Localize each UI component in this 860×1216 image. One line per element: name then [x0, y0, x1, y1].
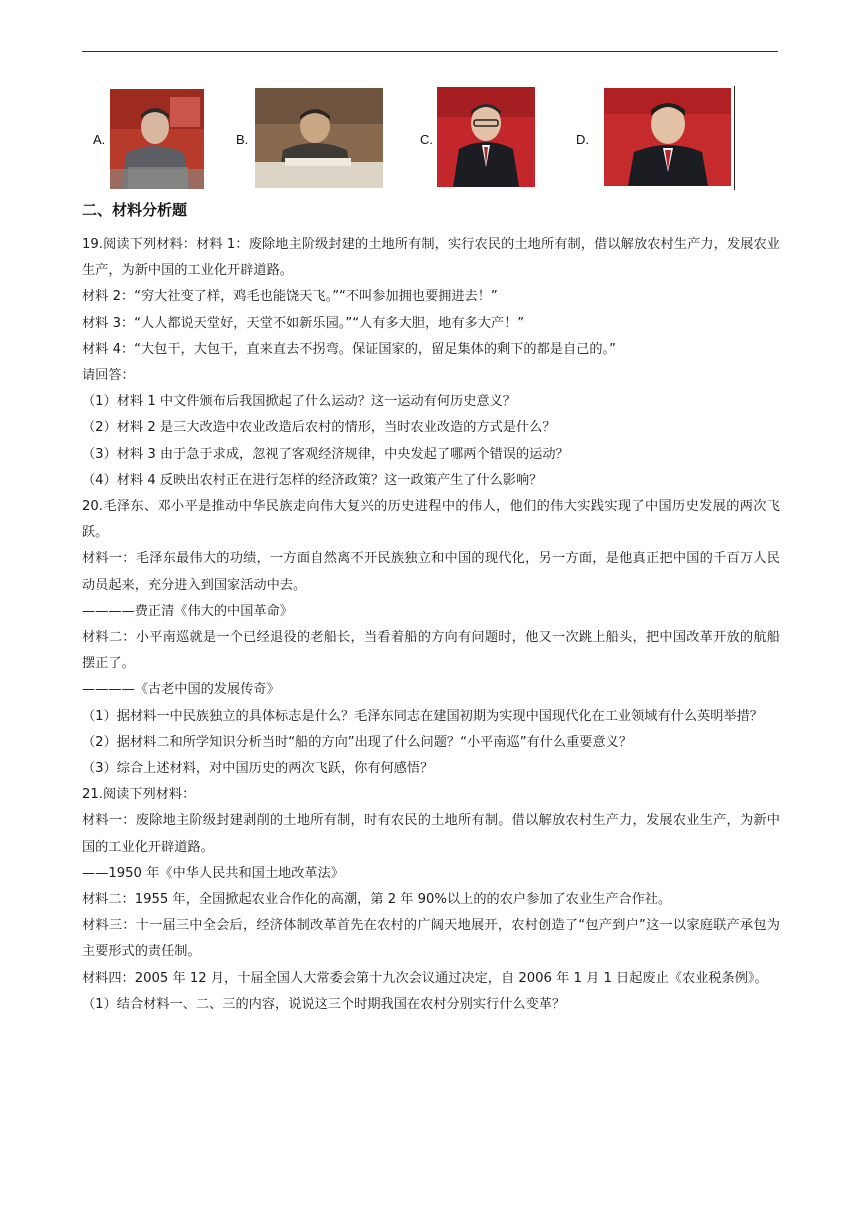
portrait-photo-hu — [604, 88, 731, 186]
q19-material-2: 材料 2：“穷大社变了样，鸡毛也能饶天飞。”“不叫参加拥也要拥进去！” — [82, 289, 498, 305]
q20-material-1: 材料一：毛泽东最伟大的功绩，一方面自然离不开民族独立和中国的现代化，另一方面，是他真正把中国的千百万人民动员起来，充分进入到国家活动中去。 — [82, 551, 780, 593]
q21-material-1: 材料一：废除地主阶级封建剥削的土地所有制，时有农民的土地所有制。借以解放农村生产力，发展农业生产，为新中国的工业化开辟道路。 — [82, 813, 780, 855]
q21-sub-1: （1）结合材料一、二、三的内容，说说这三个时期我国在农村分别实行什么变革？ — [82, 996, 566, 1012]
q20-sub-1: （1）据材料一中民族独立的具体标志是什么？毛泽东同志在建国初期为实现中国现代化在工业领域有什么英明举措？ — [82, 708, 763, 724]
q19-sub-4: （4）材料 4 反映出农村正在进行怎样的经济政策？这一政策产生了什么影响？ — [82, 472, 543, 488]
q21-source-1: ——1950 年《中华人民共和国土地改革法》 — [82, 865, 344, 881]
q20-stem: 20.毛泽东、邓小平是推动中华民族走向伟大复兴的历史进程中的伟人，他们的伟大实践实现了中国历史发展的两次飞跃。 — [82, 499, 780, 541]
option-b-label: B. — [236, 132, 249, 147]
q19-stem: 19.阅读下列材料：材料 1：废除地主阶级封建的土地所有制，实行农民的土地所有制，借以解放农村生产力，发展农业生产，为新中国的工业化开辟道路。 — [82, 237, 780, 279]
q20-sub-2: （2）据材料二和所学知识分析当时“船的方向”出现了什么问题？“小平南巡”有什么重要意义？ — [82, 734, 633, 750]
q19-sub-3: （3）材料 3 由于急于求成，忽视了客观经济规律，中央发起了哪两个错误的运动？ — [82, 446, 569, 462]
q20-source-1: ————费正清《伟大的中国革命》 — [82, 603, 293, 619]
q21-material-3: 材料三：十一届三中全会后，经济体制改革首先在农村的广阔天地展开，农村创造了“包产到户”这一以家庭联产承包为主要形式的责任制。 — [82, 918, 780, 960]
header-rule — [82, 51, 778, 52]
q21-material-4: 材料四：2005 年 12 月，十届全国人大常委会第十九次会议通过决定，自 2006 年 1 月 1 日起废止《农业税条例》。 — [82, 970, 768, 986]
q19-sub-2: （2）材料 2 是三大改造中农业改造后农村的情形，当时农业改造的方式是什么？ — [82, 420, 556, 436]
q21-material-2: 材料二：1955 年，全国掀起农业合作化的高潮，第 2 年 90%以上的的农户参加了农业生产合作社。 — [82, 892, 672, 908]
option-d-label: D. — [576, 132, 589, 147]
portrait-photo-deng — [255, 88, 383, 188]
portrait-photo-jiang — [437, 87, 535, 187]
q20-material-2: 材料二：小平南巡就是一个已经退役的老船长，当看着船的方向有问题时，他又一次跳上船头，把中国改革开放的航船摆正了。 — [82, 630, 780, 672]
q19-material-4: 材料 4：“大包干，大包干，直来直去不拐弯。保证国家的，留足集体的剩下的都是自己的。” — [82, 341, 616, 357]
option-a-label: A. — [93, 132, 106, 147]
question-content — [82, 232, 780, 1018]
q21-stem: 21.阅读下列材料： — [82, 787, 196, 803]
q19-sub-1: （1）材料 1 中文件颁布后我国掀起了什么运动？这一运动有何历史意义？ — [82, 394, 516, 410]
q20-sub-3: （3）综合上述材料，对中国历史的两次飞跃，你有何感悟？ — [82, 761, 434, 777]
section-title: 二、材料分析题 — [82, 201, 188, 219]
portrait-photo-mao — [110, 89, 204, 189]
q20-source-2: ————《古老中国的发展传奇》 — [82, 682, 280, 698]
margin-line — [734, 86, 735, 190]
q19-prompt: 请回答： — [82, 368, 135, 384]
option-c-label: C. — [420, 132, 433, 147]
answer-options — [82, 86, 782, 192]
q19-material-3: 材料 3：“人人都说天堂好，天堂不如新乐园。”“人有多大胆，地有多大产！” — [82, 315, 525, 331]
